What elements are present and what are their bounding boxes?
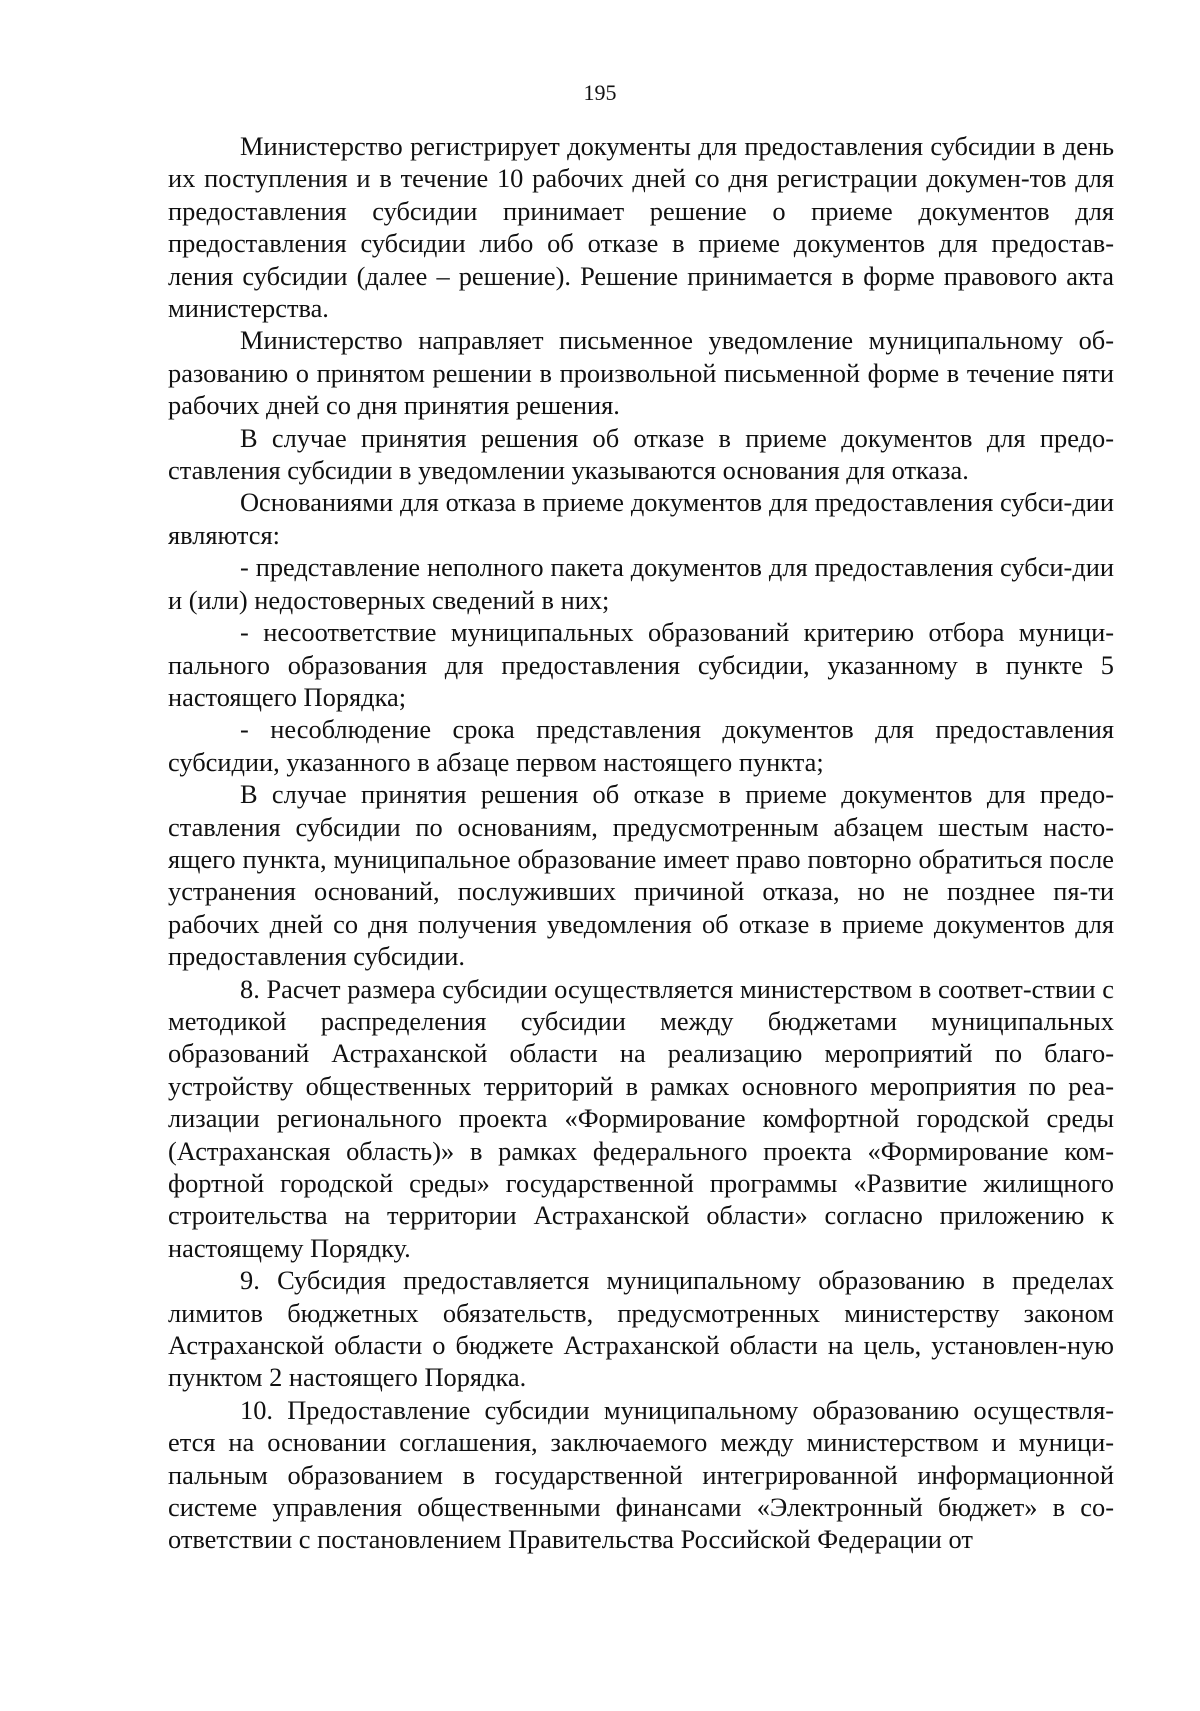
paragraph-item-8: 8. Расчет размера субсидии осуществляется министерством в соответ-ствии с методикой распределения субсидии между бюджетами муниципальных образований Астраханской области на реализацию мероприятий по благо-устройству общественных территорий в рамках основного мероприятия по реа-лизации регионального проекта «Формирование комфортной городской среды (Астраханская область)» в рамках федерального проекта «Формирование ком-фортной городской среды» государственной программы «Развитие жилищного строительства на территории Астраханской области» согласно приложению к настоящему Порядку. — [168, 973, 1114, 1263]
list-item-incomplete-documents: - представление неполного пакета документов для предоставления субси-дии и (или) недостоверных сведений в них; — [168, 552, 1114, 615]
paragraph-resubmission: В случае принятия решения об отказе в приеме документов для предо-ставления субсидии по основаниям, предусмотренным абзацем шестым насто-ящего пункта, муниципальное образование имеет право повторно обратиться после устранения оснований, послуживших причиной отказа, но не позднее пя-ти рабочих дней со дня получения уведомления об отказе в приеме документов для предоставления субсидии. — [168, 779, 1114, 972]
paragraph-item-10: 10. Предоставление субсидии муниципальному образованию осуществля-ется на основании соглашения, заключаемого между министерством и муници-пальным образованием в государственной интегрированной информационной системе управления общественными финансами «Электронный бюджет» в со-ответствии с постановлением Правительства Российской Федерации от — [168, 1394, 1114, 1555]
paragraph-refusal-grounds: Основаниями для отказа в приеме документов для предоставления субси-дии являются: — [168, 487, 1114, 550]
paragraph-registration: Министерство регистрирует документы для предоставления субсидии в день их поступления и в течение 10 рабочих дней со дня регистрации докумен-тов для предоставления субсидии принимает решение о приеме документов для предоставления субсидии либо об отказе в приеме документов для предостав-ления субсидии (далее – решение). Решение принимается в форме правового акта министерства. — [168, 131, 1114, 324]
paragraph-refusal-notice: В случае принятия решения об отказе в приеме документов для предо-ставления субсидии в уведомлении указываются основания для отказа. — [168, 422, 1114, 486]
paragraph-notification: Министерство направляет письменное уведомление муниципальному об-разованию о принятом решении в произвольной письменной форме в течение пяти рабочих дней со дня принятия решения. — [168, 325, 1114, 421]
list-item-criteria-mismatch: - несоответствие муниципальных образований критерию отбора муници-пального образования для предоставления субсидии, указанному в пункте 5 настоящего Порядка; — [168, 617, 1114, 712]
paragraph-item-9: 9. Субсидия предоставляется муниципальному образованию в пределах лимитов бюджетных обязательств, предусмотренных министерству законом Астраханской области о бюджете Астраханской области на цель, установлен-ную пунктом 2 настоящего Порядка. — [168, 1265, 1114, 1393]
list-item-deadline-violation: - несоблюдение срока представления документов для предоставления субсидии, указанного в абзаце первом настоящего пункта; — [168, 714, 1114, 777]
document-body — [168, 130, 1114, 1556]
page-number: 195 — [583, 80, 617, 105]
